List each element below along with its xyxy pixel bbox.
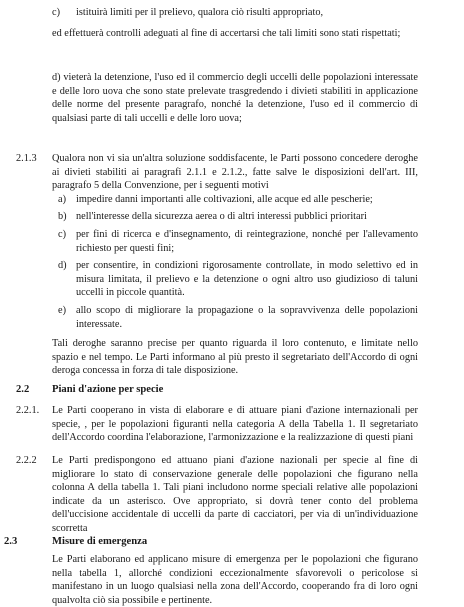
item-d bbox=[52, 71, 418, 125]
list-item-d: d) per consentire, in condizioni rigorosamente controllate, in modo selettivo ed in misura limitata, il prelievo e la detenzione o ogni altro uso giudizioso di taluni uccelli in piccole quantità. bbox=[58, 260, 418, 299]
paragraph-2-2-1: Le Parti cooperano in vista di elaborare e di attuare piani d'azione internazionali per specie, , per le popolazioni figuranti nella categoria A della Tabella 1. Il segretariato dell'Accordo coordina l'elaborazione, l'armonizzazione e la realizzazione di questi piani bbox=[52, 405, 418, 444]
section-2-3-number: 2.3 bbox=[4, 536, 18, 547]
item-d-label: d) bbox=[52, 72, 61, 83]
paragraph-2-2-1-number: 2.2.1. bbox=[16, 405, 40, 416]
section-2-3-text: Le Parti elaborano ed applicano misure di emergenza per le popolazioni che figurano nella tabella 1, allorché condizioni eccezionalmente sfavorevoli o pericolose si manifestano in un luogo qualsiasi nella zona dell'Accordo, cooperando fra di loro ogni qualvolta ciò sia possibile e pertinente. bbox=[52, 554, 418, 606]
section-2-1-3-intro: Qualora non vi sia un'altra soluzione soddisfacente, le Parti possono concedere deroghe ai divieti stabiliti ai paragrafi 2.1.1 e 2.1.2., fatte salve le disposizioni dell'art. III, paragrafo 5 della Convenzione, per i seguenti motivi bbox=[52, 153, 418, 192]
item-c-label: c) bbox=[52, 7, 60, 18]
list-item-a: a) impedire danni importanti alle coltivazioni, alle acque ed alle pescherie; bbox=[58, 193, 373, 205]
section-2-1-3 bbox=[52, 152, 418, 378]
list-item-b: b) nell'interesse della sicurezza aerea o di altri interessi pubblici prioritari bbox=[58, 211, 367, 223]
section-2-2-title: Piani d'azione per specie bbox=[52, 384, 164, 395]
section-2-3-title: Misure di emergenza bbox=[52, 536, 148, 547]
item-c-text: istituirà limiti per il prelievo, qualora ciò risulti appropriato, bbox=[76, 7, 324, 18]
section-2-1-3-number: 2.1.3 bbox=[16, 153, 37, 164]
section-2-2-number: 2.2 bbox=[16, 384, 30, 395]
item-d-text: vieterà la detenzione, l'uso ed il commercio degli uccelli delle popolazioni interessate e delle loro uova che sono state prelevate trasgredendo i divieti stabiliti in applicazione delle norme del presente paragrafo, nonché la detenzione, l'uso ed il commercio di qualsiasi parte di tali uccelli e delle loro uova; bbox=[52, 72, 418, 124]
paragraph-2-2-2-number: 2.2.2 bbox=[16, 455, 37, 466]
section-2-1-3-closing: Tali deroghe saranno precise per quanto riguarda il loro contenuto, e limitate nello spazio e nel tempo. Le Parti informano al più presto il segretariato dell'Accordo di ogni deroga concessa in forza di tale disposizione. bbox=[52, 338, 418, 377]
item-c-continuation-text: ed effettuerà controlli adeguati al fine di accertarsi che tali limiti sono stati rispettati; bbox=[52, 28, 401, 39]
list-item-e: e) allo scopo di migliorare la propagazione o la sopravvivenza delle popolazioni interessate. bbox=[58, 304, 418, 330]
list-item-c: c) per fini di ricerca e d'insegnamento, di reintegrazione, nonché per l'allevamento richiesto per questi fini; bbox=[58, 228, 418, 254]
paragraph-2-2-2: Le Parti predispongono ed attuano piani d'azione nazionali per specie al fine di migliorare lo stato di conservazione generale delle popolazioni che figurano nella colonna A della tabella 1. Tali piani includono norme speciali relative alle popolazioni indicate da un asterisco. Ove appropriato, si dovrà tener conto del problema dell'uccisione accidentale di uccelli da parte di cacciatori, per via di un'individuazione scorretta bbox=[52, 455, 418, 534]
